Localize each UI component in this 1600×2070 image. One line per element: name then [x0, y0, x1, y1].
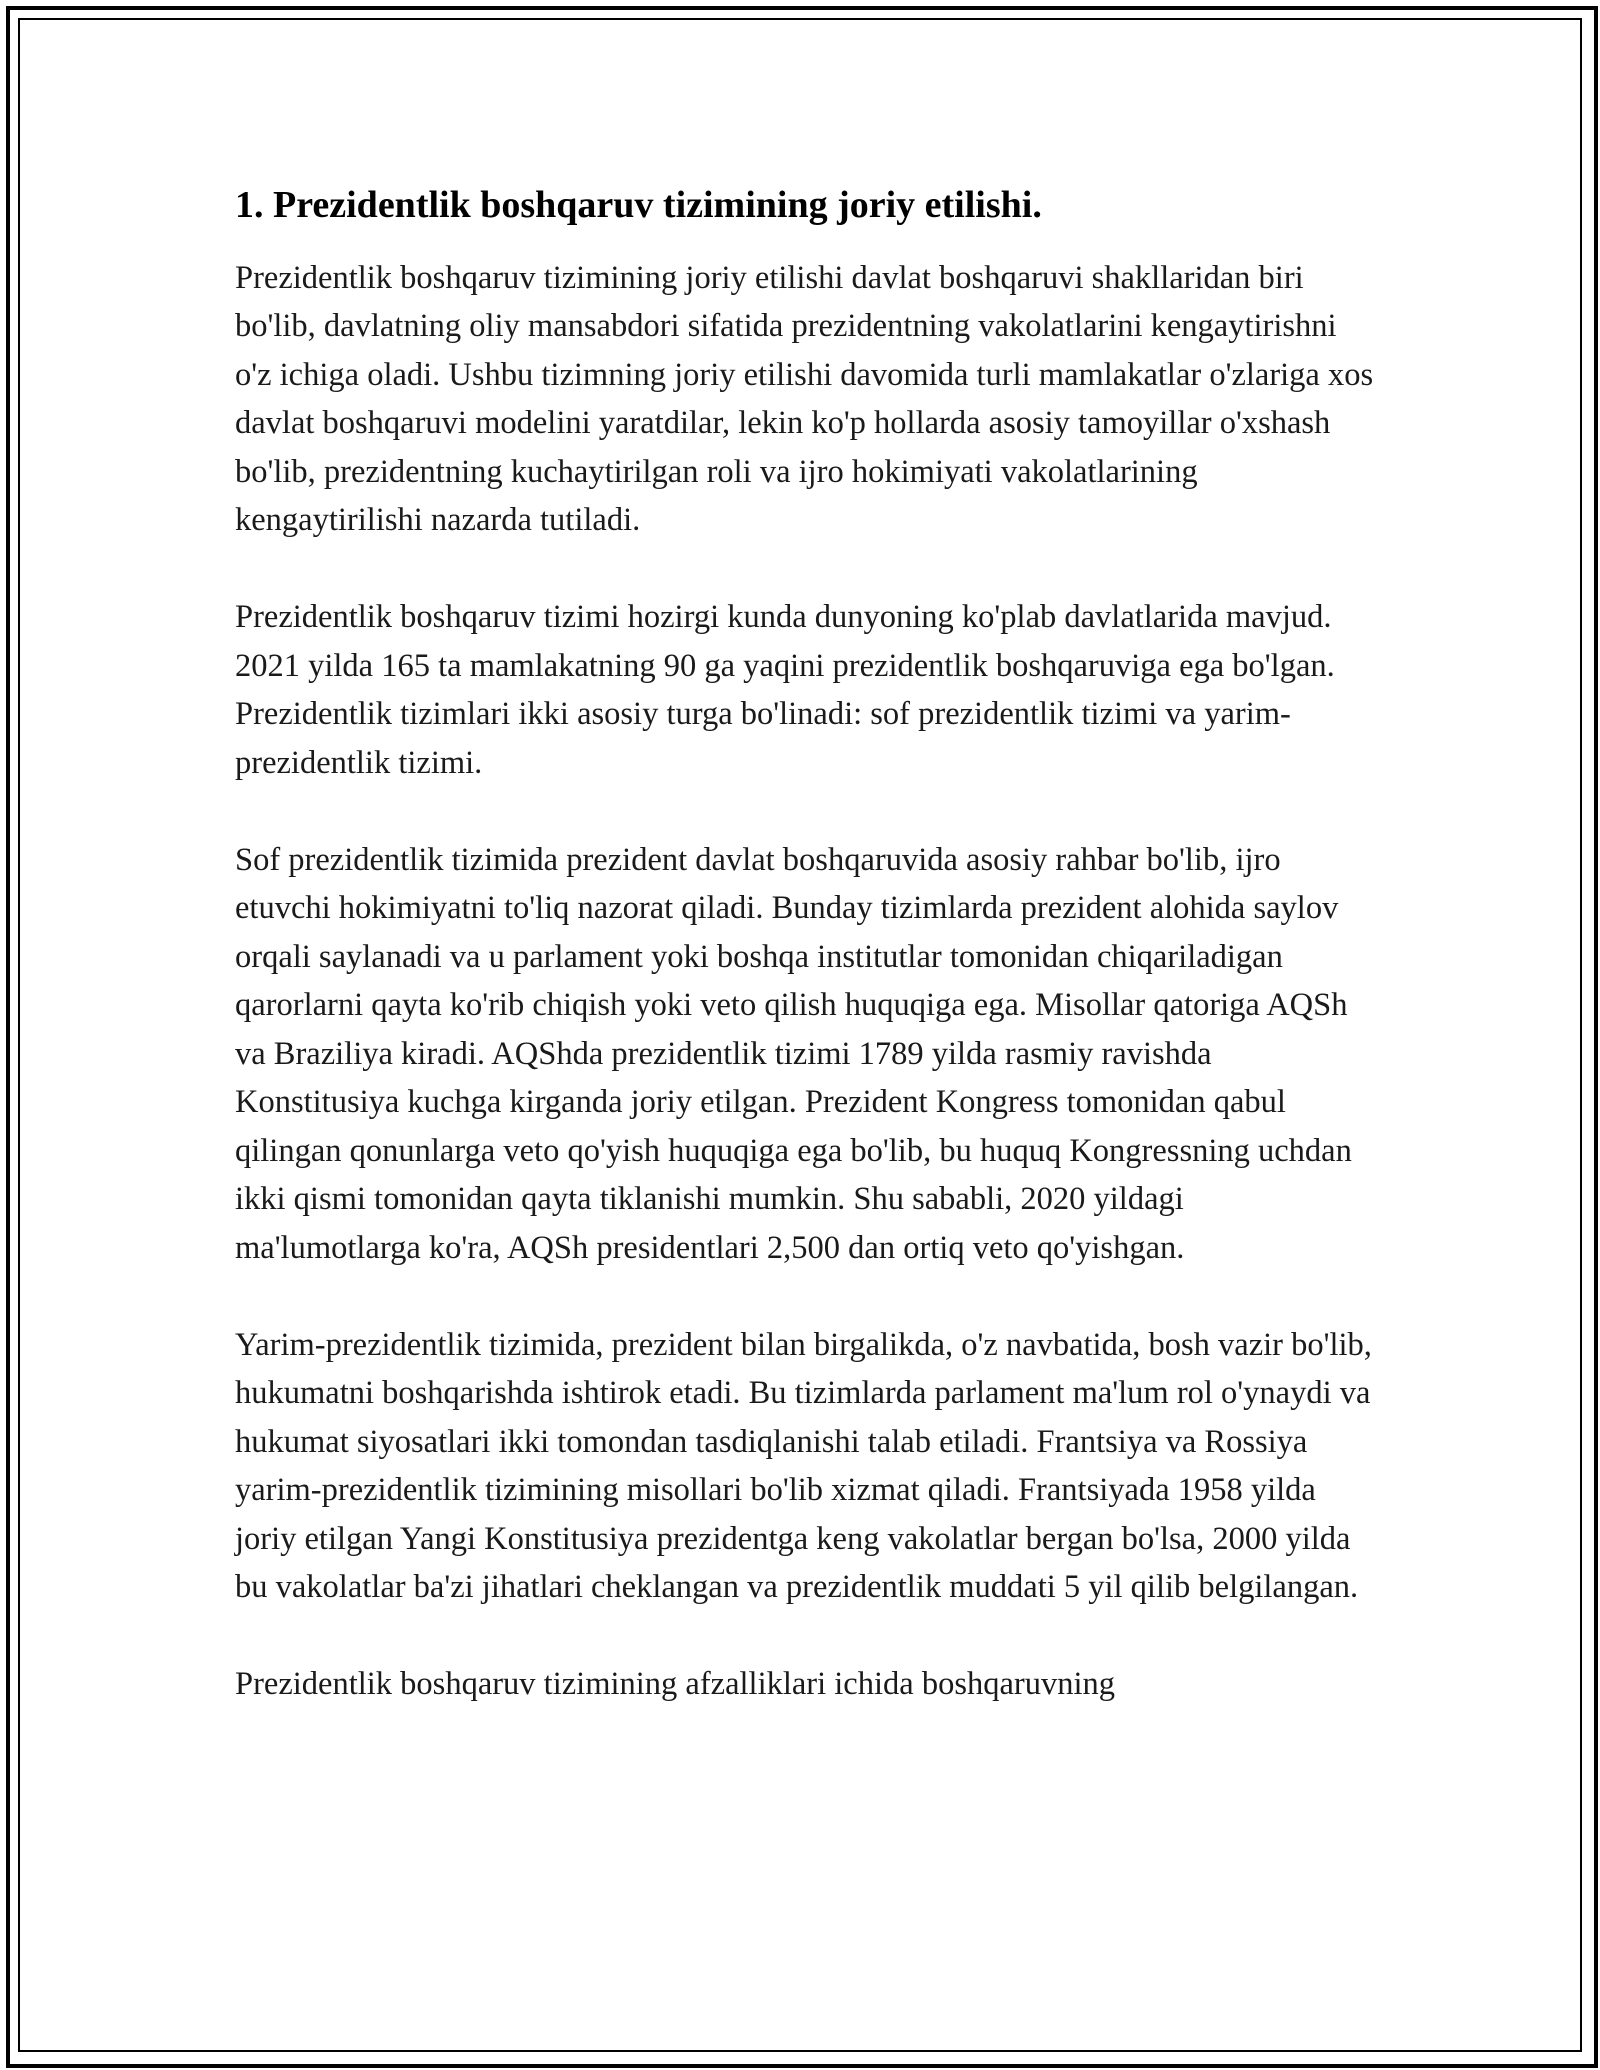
paragraph-advantages: Prezidentlik boshqaruv tizimining afzalliklari ichida boshqaruvning — [235, 1666, 1115, 1702]
paragraph-pure-presidential: Sof prezidentlik tizimida prezident davlat boshqaruvida asosiy rahbar bo'lib, ijro etuvchi hokimiyatni to'liq nazorat qiladi. Bunday tizimlarda prezident alohida saylov orqali saylanadi va u parlament yoki boshqa institutlar tomonidan chiqariladigan qarorlarni qayta ko'rib chiqish yoki veto qilish huquqiga ega. Misollar qatoriga AQSh va Braziliya kiradi. AQShda prezidentlik tizimi 1789 yilda rasmiy ravishda Konstitusiya kuchga kirganda joriy etilgan. Prezident Kongress tomonidan qabul qilingan qonunlarga veto qo'yish huquqiga ega bo'lib, bu huquq Kongressning uchdan ikki qismi tomonidan qayta tiklanishi mumkin. Shu sababli, 2020 yildagi ma'lumotlarga ko'ra, AQSh presidentlari 2,500 dan ortiq veto qo'yishgan. — [235, 841, 1352, 1266]
paragraph-intro: Prezidentlik boshqaruv tizimining joriy etilishi davlat boshqaruvi shakllaridan biri bo'lib, davlatning oliy mansabdori sifatida prezidentning vakolatlarini kengaytirishni o'z ichiga oladi. Ushbu tizimning joriy etilishi davomida turli mamlakatlar o'zlariga xos davlat boshqaruvi modelini yaratdilar, lekin ko'p hollarda asosiy tamoyillar o'xshash bo'lib, prezidentning kuchaytirilgan roli va ijro hokimiyati vakolatlarining kengaytirilishi nazarda tutiladi. — [235, 259, 1374, 538]
section-heading: 1. Prezidentlik boshqaruv tizimining joriy etilishi. — [235, 184, 1042, 226]
document-body — [235, 182, 1375, 1757]
paragraph-prevalence: Prezidentlik boshqaruv tizimi hozirgi kunda dunyoning ko'plab davlatlarida mavjud. 2021 yilda 165 ta mamlakatning 90 ga yaqini prezidentlik boshqaruviga ega bo'lgan. Prezidentlik tizimlari ikki asosiy turga bo'linadi: sof prezidentlik tizimi va yarim-prezidentlik tizimi. — [235, 599, 1335, 781]
paragraph-semi-presidential: Yarim-prezidentlik tizimida, prezident bilan birgalikda, o'z navbatida, bosh vazir bo'lib, hukumatni boshqarishda ishtirok etadi. Bu tizimlarda parlament ma'lum rol o'ynaydi va hukumat siyosatlari ikki tomondan tasdiqlanishi talab etiladi. Frantsiya va Rossiya yarim-prezidentlik tizimining misollari bo'lib xizmat qiladi. Frantsiyada 1958 yilda joriy etilgan Yangi Konstitusiya prezidentga keng vakolatlar bergan bo'lsa, 2000 yilda bu vakolatlar ba'zi jihatlari cheklangan va prezidentlik muddati 5 yil qilib belgilangan. — [235, 1326, 1372, 1605]
